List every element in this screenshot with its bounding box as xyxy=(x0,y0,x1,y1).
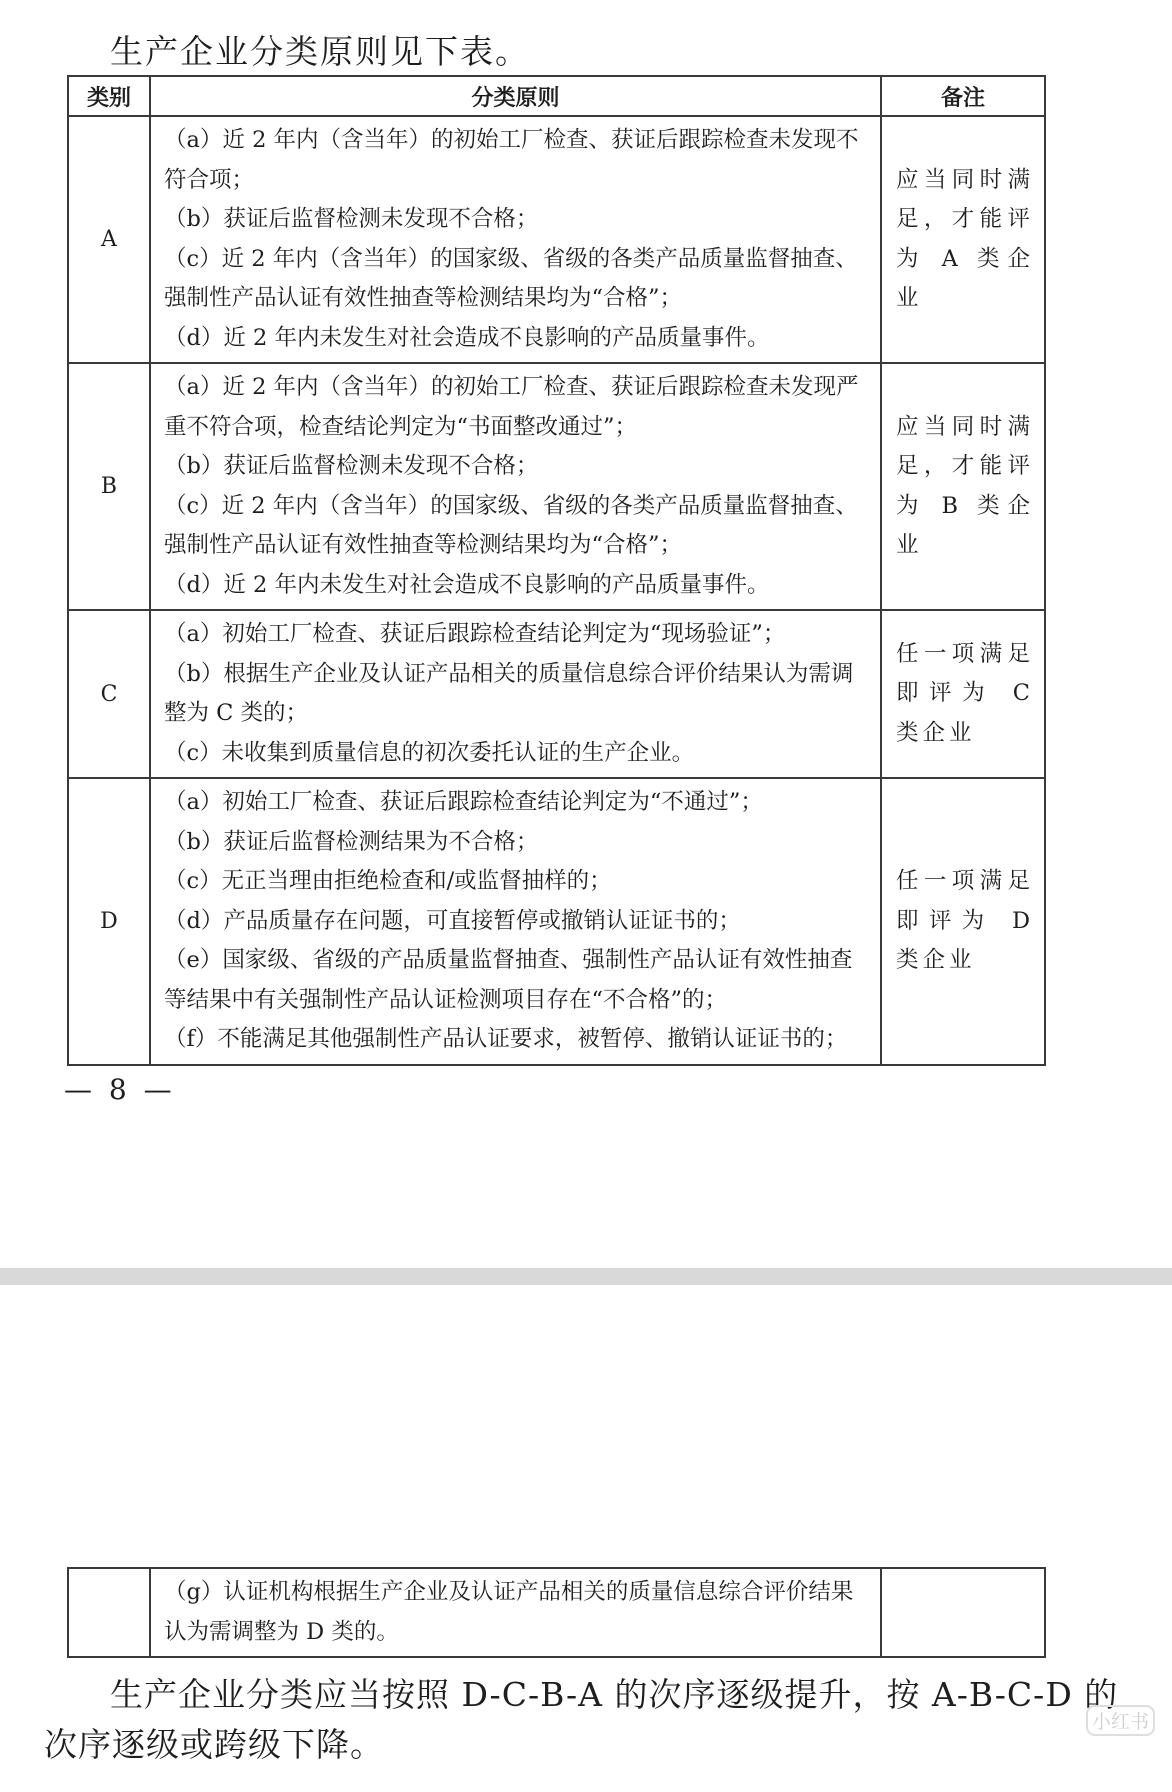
criteria-cell xyxy=(150,610,881,778)
category-cell: C xyxy=(68,610,150,778)
remark-cell: 应当同时满足，才能评为 B 类企业 xyxy=(881,363,1045,610)
criteria-cell xyxy=(150,778,881,1065)
table-row-c xyxy=(68,610,1045,778)
criterion-item: （b）获证后监督检测结果为不合格； xyxy=(164,828,539,855)
category-cell: A xyxy=(68,116,150,363)
criterion-item: （g）认证机构根据生产企业及认证产品相关的质量信息综合评价结果认为需调整为 D 类的。 xyxy=(164,1579,854,1645)
criterion-item: （c）未收集到质量信息的初次委托认证的生产企业。 xyxy=(164,739,695,766)
criterion-item: （c）近 2 年内（含当年）的国家级、省级的各类产品质量监督抽查、强制性产品认证有效性抽查等检测结果均为“合格”； xyxy=(164,245,858,311)
category-cell xyxy=(68,1568,150,1657)
criterion-item: （a）初始工厂检查、获证后跟踪检查结论判定为“现场验证”； xyxy=(164,621,786,647)
page-separator xyxy=(0,1268,1172,1285)
classification-table xyxy=(67,75,1046,1066)
criteria-cell xyxy=(150,1568,881,1657)
category-cell: B xyxy=(68,363,150,610)
table-row-d xyxy=(68,778,1045,1065)
page-number: — 8 — xyxy=(64,1073,176,1106)
classification-table-continued xyxy=(67,1567,1046,1658)
criterion-item: （b）获证后监督检测未发现不合格； xyxy=(164,206,539,232)
header-remark: 备注 xyxy=(881,76,1045,116)
criterion-item: （c）近 2 年内（含当年）的国家级、省级的各类产品质量监督抽查、强制性产品认证有效性抽查等检测结果均为“合格”； xyxy=(164,492,858,558)
table-header-row xyxy=(68,76,1045,116)
table-row-d-continued xyxy=(68,1568,1045,1657)
criterion-item: （a）近 2 年内（含当年）的初始工厂检查、获证后跟踪检查未发现严重不符合项，检查结论判定为“书面整改通过”； xyxy=(164,374,859,440)
criteria-cell xyxy=(150,116,881,363)
intro-paragraph: 生产企业分类原则见下表。 xyxy=(110,32,530,71)
remark-cell xyxy=(881,1568,1045,1657)
criterion-item: （d）产品质量存在问题，可直接暂停或撤销认证证书的； xyxy=(164,907,741,934)
criterion-item: （e）国家级、省级的产品质量监督抽查、强制性产品认证有效性抽查等结果中有关强制性产品认证检测项目存在“不合格”的； xyxy=(164,947,853,1013)
conclusion-paragraph: 生产企业分类应当按照 D-C-B-A 的次序逐级提升，按 A-B-C-D 的次序逐级或跨级下降。 xyxy=(44,1675,1119,1764)
criterion-item: （c）无正当理由拒绝检查和/或监督抽样的； xyxy=(164,868,612,894)
remark-cell: 应当同时满足，才能评为 A 类企业 xyxy=(881,116,1045,363)
header-category: 类别 xyxy=(68,76,150,116)
table-row-b xyxy=(68,363,1045,610)
table-row-a xyxy=(68,116,1045,363)
remark-cell: 任一项满足即评为 D 类企业 xyxy=(881,778,1045,1065)
criterion-item: （a）初始工厂检查、获证后跟踪检查结论判定为“不通过”； xyxy=(164,789,763,815)
criterion-item: （a）近 2 年内（含当年）的初始工厂检查、获证后跟踪检查未发现不符合项； xyxy=(164,127,859,193)
criterion-item: （d）近 2 年内未发生对社会造成不良影响的产品质量事件。 xyxy=(164,324,770,351)
criterion-item: （b）获证后监督检测未发现不合格； xyxy=(164,453,539,479)
criteria-cell xyxy=(150,363,881,610)
watermark-logo: 小红书 xyxy=(1086,1705,1155,1736)
remark-cell: 任一项满足即评为 C 类企业 xyxy=(881,610,1045,778)
criterion-item: （f）不能满足其他强制性产品认证要求，被暂停、撤销认证证书的； xyxy=(164,1026,848,1052)
criterion-item: （b）根据生产企业及认证产品相关的质量信息综合评价结果认为需调整为 C 类的； xyxy=(164,660,854,726)
criterion-item: （d）近 2 年内未发生对社会造成不良影响的产品质量事件。 xyxy=(164,571,770,598)
header-principle: 分类原则 xyxy=(150,76,881,116)
category-cell: D xyxy=(68,778,150,1065)
